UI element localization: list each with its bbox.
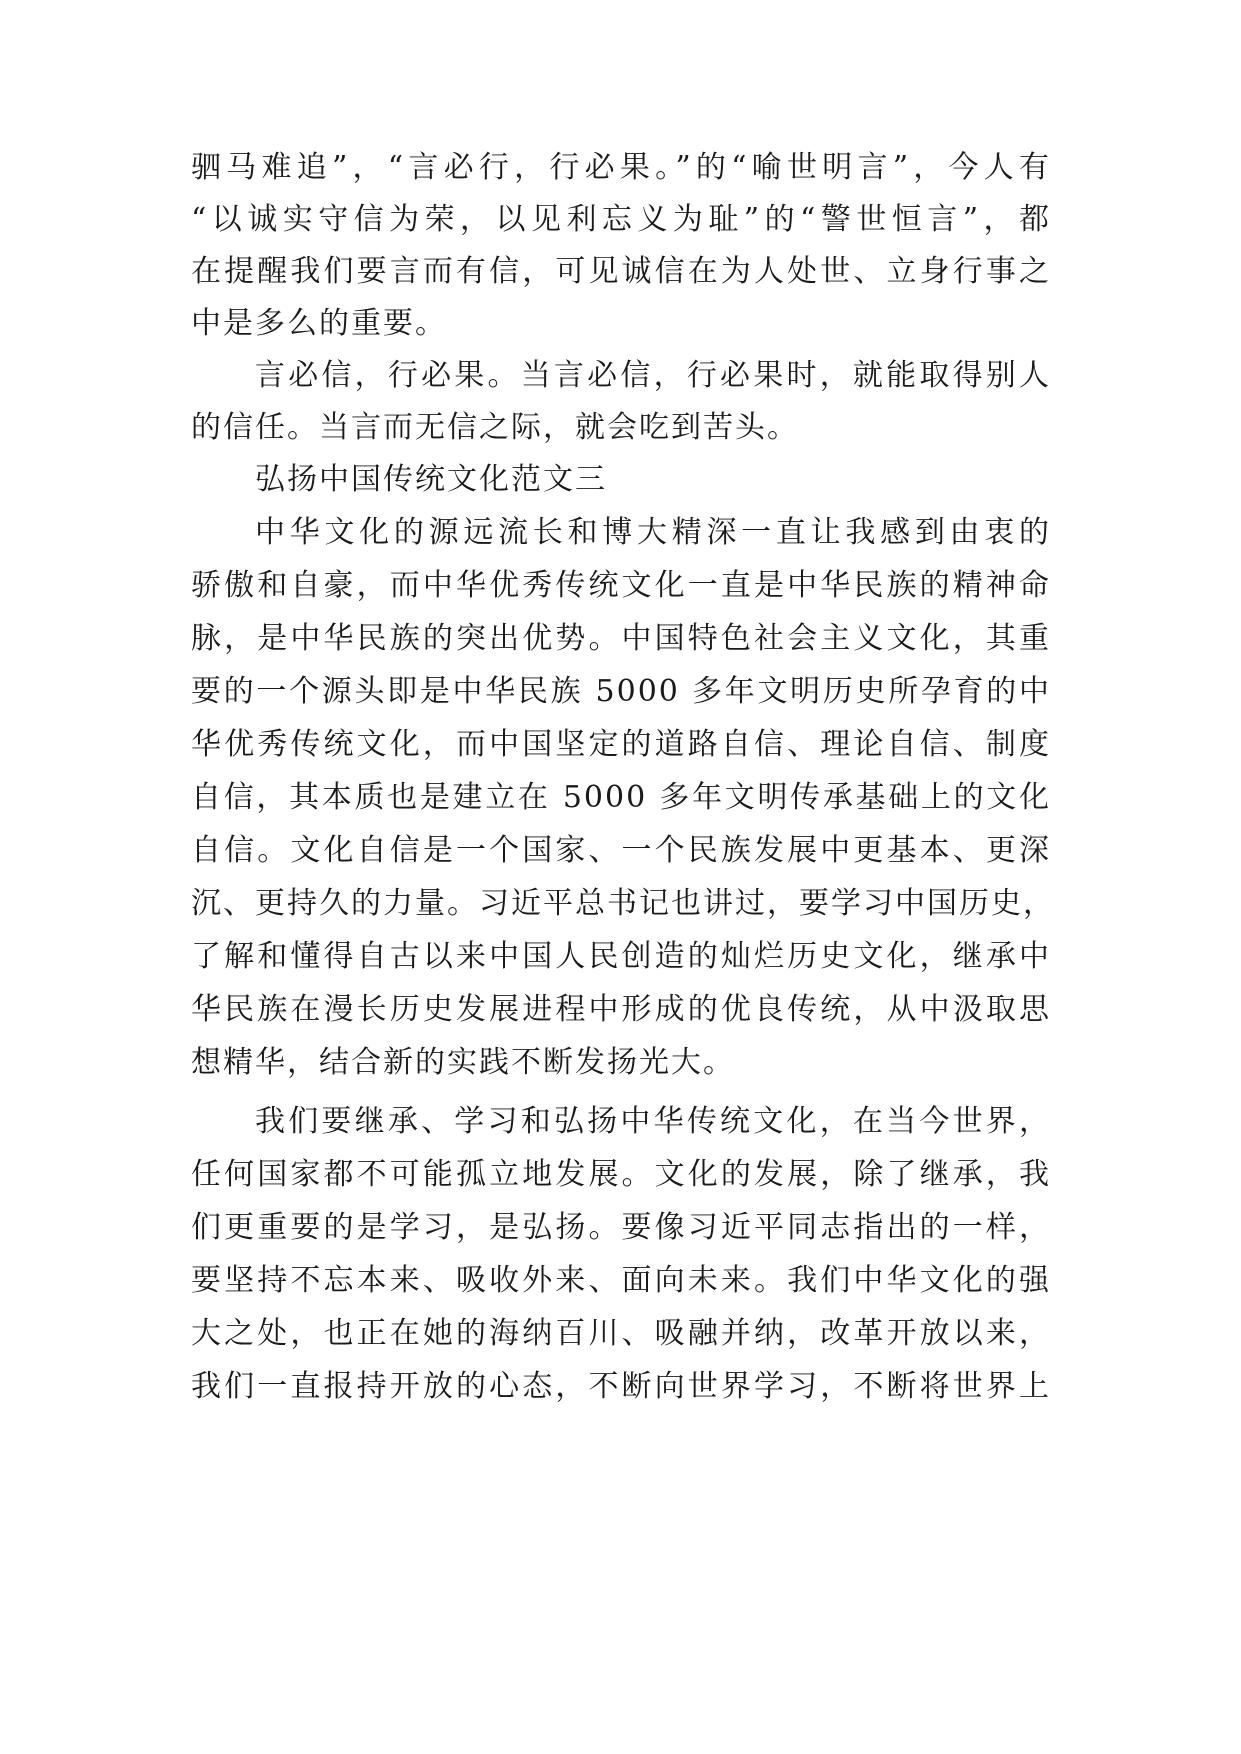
text-line: 中是多么的重要。 (191, 306, 447, 341)
text-line: 的信任。当言而无信之际，就会吃到苦头。 (191, 410, 799, 445)
text-line: 大之处，也正在她的海纳百川、吸融并纳，改革开放以来， (191, 1316, 1051, 1351)
text-line: 想精华，结合新的实践不断发扬光大。 (191, 1045, 735, 1080)
text-line: 们更重要的是学习，是弘扬。要像习近平同志指出的一样， (191, 1210, 1051, 1245)
text-line: 任何国家都不可能孤立地发展。文化的发展，除了继承，我 (191, 1157, 1051, 1192)
text-line: 我们一直报持开放的心态，不断向世界学习，不断将世界上 (191, 1369, 1051, 1404)
text-line: 自信，其本质也是建立在 5000 多年文明传承基础上的文化 (191, 780, 1051, 815)
text-line: 华优秀传统文化，而中国坚定的道路自信、理论自信、制度 (191, 727, 1051, 762)
text-line: 驷马难追”，“言必行，行必果。”的“喻世明言”，今人有 (191, 150, 1051, 185)
text-line: 骄傲和自豪，而中华优秀传统文化一直是中华民族的精神命 (191, 568, 1051, 603)
text-line: 要坚持不忘本来、吸收外来、面向未来。我们中华文化的强 (191, 1263, 1051, 1298)
text-line: 脉，是中华民族的突出优势。中国特色社会主义文化，其重 (191, 621, 1051, 656)
text-line: 中华文化的源远流长和博大精深一直让我感到由衷的 (255, 515, 1051, 550)
text-line: 了解和懂得自古以来中国人民创造的灿烂历史文化，继承中 (191, 939, 1051, 974)
text-line: 我们要继承、学习和弘扬中华传统文化，在当今世界， (255, 1104, 1051, 1139)
text-line: 要的一个源头即是中华民族 5000 多年文明历史所孕育的中 (191, 674, 1051, 709)
text-line: 华民族在漫长历史发展进程中形成的优良传统，从中汲取思 (191, 992, 1051, 1027)
text-line: 沉、更持久的力量。习近平总书记也讲过，要学习中国历史， (191, 886, 1055, 921)
section-heading: 弘扬中国传统文化范文三 (255, 462, 607, 497)
text-line: “以诚实守信为荣，以见利忘义为耻”的“警世恒言”，都 (191, 202, 1051, 237)
text-line: 自信。文化自信是一个国家、一个民族发展中更基本、更深 (191, 833, 1051, 868)
text-line: 在提醒我们要言而有信，可见诚信在为人处世、立身行事之 (191, 254, 1051, 289)
text-line: 言必信，行必果。当言必信，行必果时，就能取得别人 (255, 358, 1051, 393)
